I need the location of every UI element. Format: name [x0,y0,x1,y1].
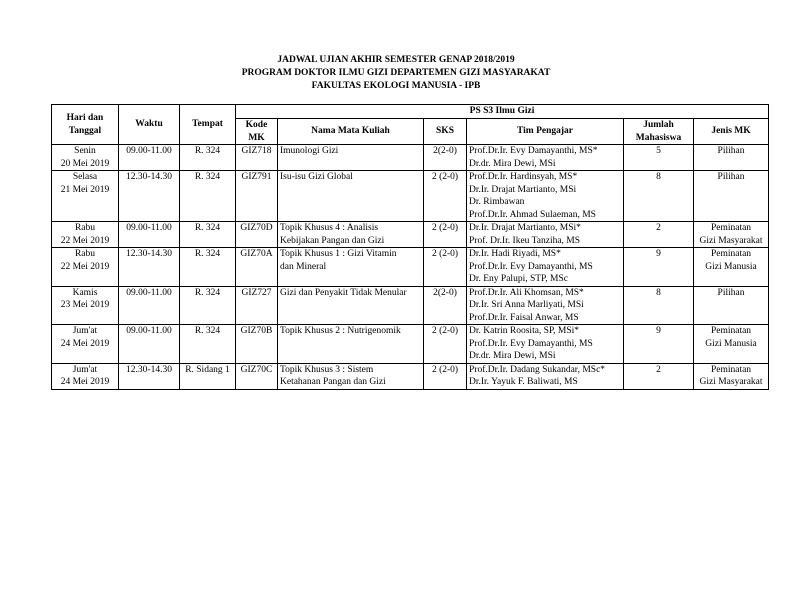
cell-day-date-text: Kamis [72,287,98,298]
header-jenis-mk: Jenis MK [694,119,769,145]
cell-students [624,325,694,364]
cell-day-date-text: 23 Mei 2019 [60,300,110,310]
cell-sks [424,325,467,364]
cell-day-date-text: Selasa [72,172,98,182]
cell-time-text: 12.30-14.30 [126,249,172,259]
cell-students-text: 2 [656,223,661,233]
header-jumlah-mahasiswa: Jumlah Mahasiswa [624,119,694,145]
cell-students [624,363,694,389]
cell-lecturers [467,286,624,325]
cell-course-name [278,363,424,389]
cell-course-type [694,325,769,364]
document-title-block [0,54,792,93]
cell-course-type-text: Peminatan [710,364,752,375]
cell-course-type-text: Gizi Manusia [705,338,757,349]
cell-students [624,171,694,222]
cell-course-code-text: GIZ70C [240,364,273,375]
cell-course-name-text: Ketahanan Pangan dan Gizi [280,377,386,387]
table-row [52,145,769,171]
cell-sks [424,248,467,287]
cell-day-date-text: Jum'at [72,326,98,336]
cell-time [119,145,180,171]
cell-day-date-text: 24 Mei 2019 [60,377,110,387]
cell-course-name [278,248,424,287]
cell-day-date-text: Jum'at [72,364,98,375]
cell-course-name [278,325,424,364]
cell-sks-text: 2 (2-0) [431,249,459,259]
cell-course-name-text: dan Mineral [280,261,327,272]
cell-course-code-text: GIZ718 [241,146,272,156]
cell-lecturers-text: Dr. Rimbawan [469,197,525,207]
cell-time-text: 12.30-14.30 [126,172,172,182]
cell-sks [424,286,467,325]
cell-room-text: R. 324 [194,287,221,298]
cell-course-type-text: Gizi Manusia [705,261,757,272]
cell-course-type-text: Gizi Masyarakat [699,235,763,246]
header-tim-pengajar: Tim Pengajar [467,119,624,145]
cell-lecturers-text: Prof.Dr.Ir. Faisal Anwar, MS [469,312,579,323]
cell-course-code-text: GIZ70A [240,249,273,259]
cell-day-date [52,248,119,287]
cell-students-text: 9 [656,249,661,259]
cell-course-type-text: Peminatan [710,326,752,336]
cell-lecturers-text: Prof. Dr.Ir. Ikeu Tanziha, MS [469,235,581,246]
cell-day-date [52,171,119,222]
cell-room-text: R. 324 [194,146,221,156]
header-sks: SKS [424,119,467,145]
cell-course-type [694,145,769,171]
cell-sks-text: 2(2-0) [433,146,457,156]
cell-room-text: R. 324 [194,223,221,233]
cell-course-name-text: Topik Khusus 2 : Nutrigenomik [280,326,401,336]
cell-day-date-text: 22 Mei 2019 [60,261,110,272]
cell-course-code [236,286,278,325]
cell-sks [424,222,467,248]
cell-lecturers [467,248,624,287]
header-tempat: Tempat [180,105,236,145]
cell-course-code [236,248,278,287]
cell-students-text: 9 [656,326,661,336]
table-row [52,286,769,325]
cell-course-name [278,286,424,325]
cell-lecturers-text: Dr.Ir. Hadi Riyadi, MS* [469,249,561,259]
cell-course-type [694,286,769,325]
cell-lecturers-text: Dr.dr. Mira Dewi, MSi [469,351,556,361]
cell-lecturers-text: Prof.Dr.Ir. Evy Damayanthi, MS [469,261,593,272]
cell-course-name-text: Imunologi Gizi [280,146,339,156]
cell-course-code [236,325,278,364]
cell-course-code [236,363,278,389]
table-row [52,171,769,222]
cell-time-text: 09.00-11.00 [126,287,172,298]
cell-time-text: 09.00-11.00 [126,223,172,233]
cell-course-code-text: GIZ791 [241,172,272,182]
cell-room [180,325,236,364]
cell-room [180,363,236,389]
cell-lecturers-text: Prof.Dr.Ir. Ali Khomsan, MS* [469,287,584,298]
cell-course-name-text: Topik Khusus 1 : Gizi Vitamin [280,249,397,259]
cell-room [180,248,236,287]
cell-course-name [278,222,424,248]
cell-room-text: R. 324 [194,172,221,182]
cell-students-text: 8 [656,287,661,298]
cell-sks [424,363,467,389]
cell-time-text: 12.30-14.30 [126,364,172,375]
table-row [52,222,769,248]
cell-course-code-text: GIZ70B [240,326,273,336]
cell-course-code [236,171,278,222]
cell-lecturers-text: Prof.Dr.Ir. Evy Damayanthi, MS [469,338,593,349]
cell-lecturers-text: Dr.Ir. Sri Anna Marliyati, MSi [469,300,584,310]
cell-students [624,248,694,287]
cell-lecturers-text: Dr.Ir. Yayuk F. Baliwati, MS [469,377,578,387]
cell-sks [424,171,467,222]
cell-lecturers-text: Prof.Dr.Ir. Evy Damayanthi, MS* [469,146,598,156]
cell-time-text: 09.00-11.00 [126,146,172,156]
cell-course-type-text: Peminatan [710,249,752,259]
cell-sks-text: 2 (2-0) [431,364,459,375]
cell-sks-text: 2 (2-0) [431,223,459,233]
cell-course-code-text: GIZ70D [240,223,273,233]
cell-lecturers [467,145,624,171]
cell-room-text: R. 324 [194,326,221,336]
cell-time [119,363,180,389]
title-line-2: PROGRAM DOKTOR ILMU GIZI DEPARTEMEN GIZI MASYARAKAT [241,68,551,78]
cell-course-type [694,248,769,287]
cell-course-name [278,145,424,171]
cell-course-name-text: Topik Khusus 3 : Sistem [280,364,374,375]
cell-course-code [236,222,278,248]
cell-course-type [694,171,769,222]
cell-time [119,222,180,248]
header-kode-mk: Kode MK [236,119,278,145]
cell-students [624,222,694,248]
cell-lecturers-text: Prof.Dr.Ir. Ahmad Sulaeman, MS [469,209,596,220]
cell-students-text: 8 [656,172,661,182]
cell-course-type [694,222,769,248]
cell-course-type-text: Pilihan [717,172,745,182]
cell-students [624,145,694,171]
header-waktu: Waktu [119,105,180,145]
cell-course-name-text: Isu-isu Gizi Global [280,172,353,182]
cell-room [180,222,236,248]
cell-day-date [52,145,119,171]
cell-room [180,171,236,222]
cell-lecturers [467,325,624,364]
cell-sks-text: 2(2-0) [433,287,457,298]
cell-course-type-text: Pilihan [717,146,745,156]
cell-lecturers-text: Dr. Eny Palupi, STP, MSc [469,274,568,284]
cell-room [180,145,236,171]
header-nama-mata-kuliah: Nama Mata Kuliah [278,119,424,145]
cell-lecturers-text: Dr.Ir. Drajat Martianto, MSi [469,184,577,195]
cell-course-code-text: GIZ727 [241,287,272,298]
cell-course-type-text: Gizi Masyarakat [699,377,763,387]
cell-sks [424,145,467,171]
cell-day-date [52,222,119,248]
cell-sks-text: 2 (2-0) [431,172,459,182]
cell-course-type-text: Pilihan [717,287,745,298]
cell-room-text: R. 324 [194,249,221,259]
cell-students [624,286,694,325]
header-hari-tanggal: Hari dan Tanggal [52,105,119,145]
cell-students-text: 2 [656,364,661,375]
table-row [52,325,769,364]
cell-course-name-text: Kebijakan Pangan dan Gizi [280,235,385,246]
cell-day-date-text: 21 Mei 2019 [60,184,110,195]
table-row [52,363,769,389]
group-header-ps: PS S3 Ilmu Gizi [236,105,769,119]
cell-time-text: 09.00-11.00 [126,326,172,336]
cell-day-date [52,286,119,325]
cell-course-type-text: Peminatan [710,223,752,233]
cell-day-date-text: 22 Mei 2019 [60,235,110,246]
cell-lecturers-text: Dr.Ir. Drajat Martianto, MSi* [469,223,581,233]
title-line-3: FAKULTAS EKOLOGI MANUSIA - IPB [311,81,481,91]
cell-lecturers [467,222,624,248]
cell-students-text: 5 [656,146,661,156]
cell-time [119,286,180,325]
cell-lecturers-text: Prof.Dr.Ir. Hardinsyah, MS* [469,172,578,182]
cell-room [180,286,236,325]
cell-room-text: R. Sidang 1 [185,364,230,375]
cell-course-type [694,363,769,389]
cell-day-date [52,363,119,389]
cell-day-date-text: 24 Mei 2019 [60,338,110,349]
cell-time [119,325,180,364]
cell-sks-text: 2 (2-0) [431,326,459,336]
cell-lecturers-text: Dr.dr. Mira Dewi, MSi [469,158,556,169]
cell-day-date-text: Rabu [74,249,96,259]
cell-course-name [278,171,424,222]
table-row [52,248,769,287]
cell-course-name-text: Gizi dan Penyakit Tidak Menular [280,287,407,298]
cell-course-code [236,145,278,171]
title-line-1: JADWAL UJIAN AKHIR SEMESTER GENAP 2018/2019 [277,55,515,65]
cell-lecturers-text: Dr. Katrin Roosita, SP, MSi* [469,326,580,336]
cell-day-date-text: Rabu [74,223,96,233]
cell-day-date-text: 20 Mei 2019 [60,158,110,169]
exam-schedule-table [51,104,769,390]
cell-day-date [52,325,119,364]
cell-time [119,171,180,222]
cell-lecturers [467,363,624,389]
cell-lecturers-text: Prof.Dr.Ir. Dadang Sukandar, MSc* [469,364,606,375]
cell-time [119,248,180,287]
cell-lecturers [467,171,624,222]
cell-course-name-text: Topik Khusus 4 : Analisis [280,223,379,233]
cell-day-date-text: Senin [74,146,96,156]
